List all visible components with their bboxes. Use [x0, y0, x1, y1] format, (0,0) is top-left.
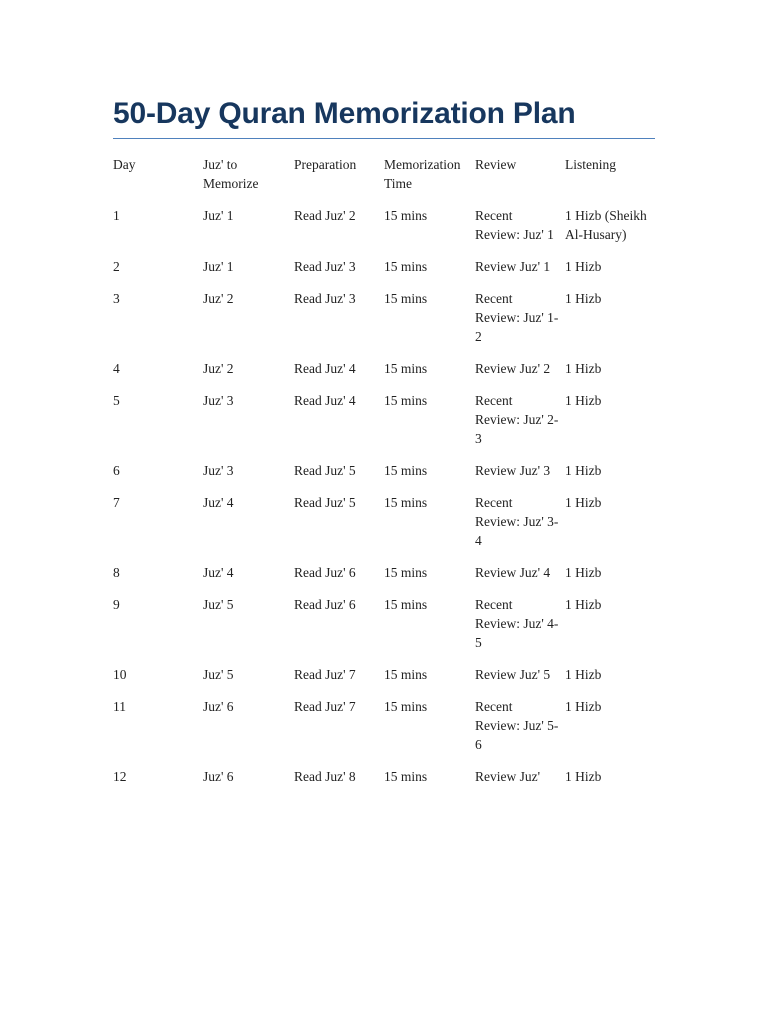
cell-memorization-time: 15 mins	[384, 393, 428, 408]
table-row	[113, 461, 655, 493]
header-review: Review	[475, 157, 517, 172]
cell-review: Review Juz' 1	[475, 259, 551, 274]
cell-juz: Juz' 1	[203, 259, 234, 274]
cell-juz: Juz' 5	[203, 667, 234, 682]
cell-preparation: Read Juz' 8	[294, 769, 356, 784]
cell-preparation: Read Juz' 5	[294, 495, 356, 510]
cell-review: Recent Review: Juz' 2-3	[475, 393, 559, 446]
cell-juz: Juz' 3	[203, 393, 234, 408]
cell-juz: Juz' 4	[203, 495, 234, 510]
cell-juz: Juz' 1	[203, 208, 234, 223]
cell-listening: 1 Hizb	[565, 361, 602, 376]
table-row	[113, 206, 655, 257]
cell-preparation: Read Juz' 7	[294, 699, 356, 714]
header-juz: Juz' to Memorize	[203, 157, 259, 191]
cell-memorization-time: 15 mins	[384, 699, 428, 714]
page-title: 50-Day Quran Memorization Plan	[113, 94, 655, 139]
cell-day: 7	[113, 495, 120, 510]
cell-juz: Juz' 6	[203, 699, 234, 714]
cell-preparation: Read Juz' 6	[294, 597, 356, 612]
cell-listening: 1 Hizb	[565, 667, 602, 682]
header-day: Day	[113, 157, 136, 172]
table-header-row	[113, 155, 655, 206]
cell-listening: 1 Hizb	[565, 463, 602, 478]
cell-juz: Juz' 2	[203, 291, 234, 306]
cell-memorization-time: 15 mins	[384, 565, 428, 580]
cell-juz: Juz' 6	[203, 769, 234, 784]
table-row	[113, 767, 655, 799]
header-preparation: Preparation	[294, 157, 357, 172]
cell-juz: Juz' 2	[203, 361, 234, 376]
cell-memorization-time: 15 mins	[384, 597, 428, 612]
cell-preparation: Read Juz' 4	[294, 393, 356, 408]
cell-review: Recent Review: Juz' 1	[475, 208, 554, 242]
table-row	[113, 391, 655, 461]
cell-review: Recent Review: Juz' 4-5	[475, 597, 559, 650]
cell-memorization-time: 15 mins	[384, 463, 428, 478]
cell-juz: Juz' 4	[203, 565, 234, 580]
cell-day: 12	[113, 769, 127, 784]
cell-juz: Juz' 5	[203, 597, 234, 612]
table-row	[113, 697, 655, 767]
header-memorization-time: Memorization Time	[384, 157, 461, 191]
cell-listening: 1 Hizb	[565, 495, 602, 510]
cell-review: Review Juz' 2	[475, 361, 551, 376]
table-row	[113, 563, 655, 595]
cell-preparation: Read Juz' 7	[294, 667, 356, 682]
cell-review: Recent Review: Juz' 1-2	[475, 291, 559, 344]
cell-review: Review Juz' 5	[475, 667, 551, 682]
cell-day: 6	[113, 463, 120, 478]
cell-review: Recent Review: Juz' 5-6	[475, 699, 559, 752]
cell-day: 4	[113, 361, 120, 376]
header-listening: Listening	[565, 157, 616, 172]
cell-listening: 1 Hizb	[565, 393, 602, 408]
cell-day: 11	[113, 699, 126, 714]
memorization-plan-table	[113, 155, 655, 799]
cell-listening: 1 Hizb	[565, 769, 602, 784]
cell-review: Review Juz' 4	[475, 565, 551, 580]
cell-preparation: Read Juz' 3	[294, 259, 356, 274]
cell-day: 5	[113, 393, 120, 408]
cell-listening: 1 Hizb (Sheikh Al-Husary)	[565, 208, 647, 242]
cell-review: Review Juz'	[475, 769, 541, 784]
cell-memorization-time: 15 mins	[384, 291, 428, 306]
cell-memorization-time: 15 mins	[384, 361, 428, 376]
cell-listening: 1 Hizb	[565, 259, 602, 274]
cell-day: 10	[113, 667, 127, 682]
cell-listening: 1 Hizb	[565, 291, 602, 306]
cell-juz: Juz' 3	[203, 463, 234, 478]
table-row	[113, 359, 655, 391]
cell-day: 3	[113, 291, 120, 306]
cell-preparation: Read Juz' 5	[294, 463, 356, 478]
cell-memorization-time: 15 mins	[384, 495, 428, 510]
table-body	[113, 155, 655, 799]
cell-review: Review Juz' 3	[475, 463, 551, 478]
cell-memorization-time: 15 mins	[384, 259, 428, 274]
cell-memorization-time: 15 mins	[384, 667, 428, 682]
cell-preparation: Read Juz' 4	[294, 361, 356, 376]
cell-review: Recent Review: Juz' 3-4	[475, 495, 559, 548]
cell-day: 9	[113, 597, 120, 612]
cell-preparation: Read Juz' 3	[294, 291, 356, 306]
cell-day: 2	[113, 259, 120, 274]
cell-listening: 1 Hizb	[565, 699, 602, 714]
cell-day: 8	[113, 565, 120, 580]
table-row	[113, 595, 655, 665]
document-page	[113, 94, 655, 799]
table-row	[113, 493, 655, 563]
cell-memorization-time: 15 mins	[384, 769, 428, 784]
cell-preparation: Read Juz' 6	[294, 565, 356, 580]
cell-memorization-time: 15 mins	[384, 208, 428, 223]
cell-listening: 1 Hizb	[565, 597, 602, 612]
table-row	[113, 289, 655, 359]
table-row	[113, 665, 655, 697]
cell-day: 1	[113, 208, 120, 223]
cell-listening: 1 Hizb	[565, 565, 602, 580]
table-row	[113, 257, 655, 289]
cell-preparation: Read Juz' 2	[294, 208, 356, 223]
